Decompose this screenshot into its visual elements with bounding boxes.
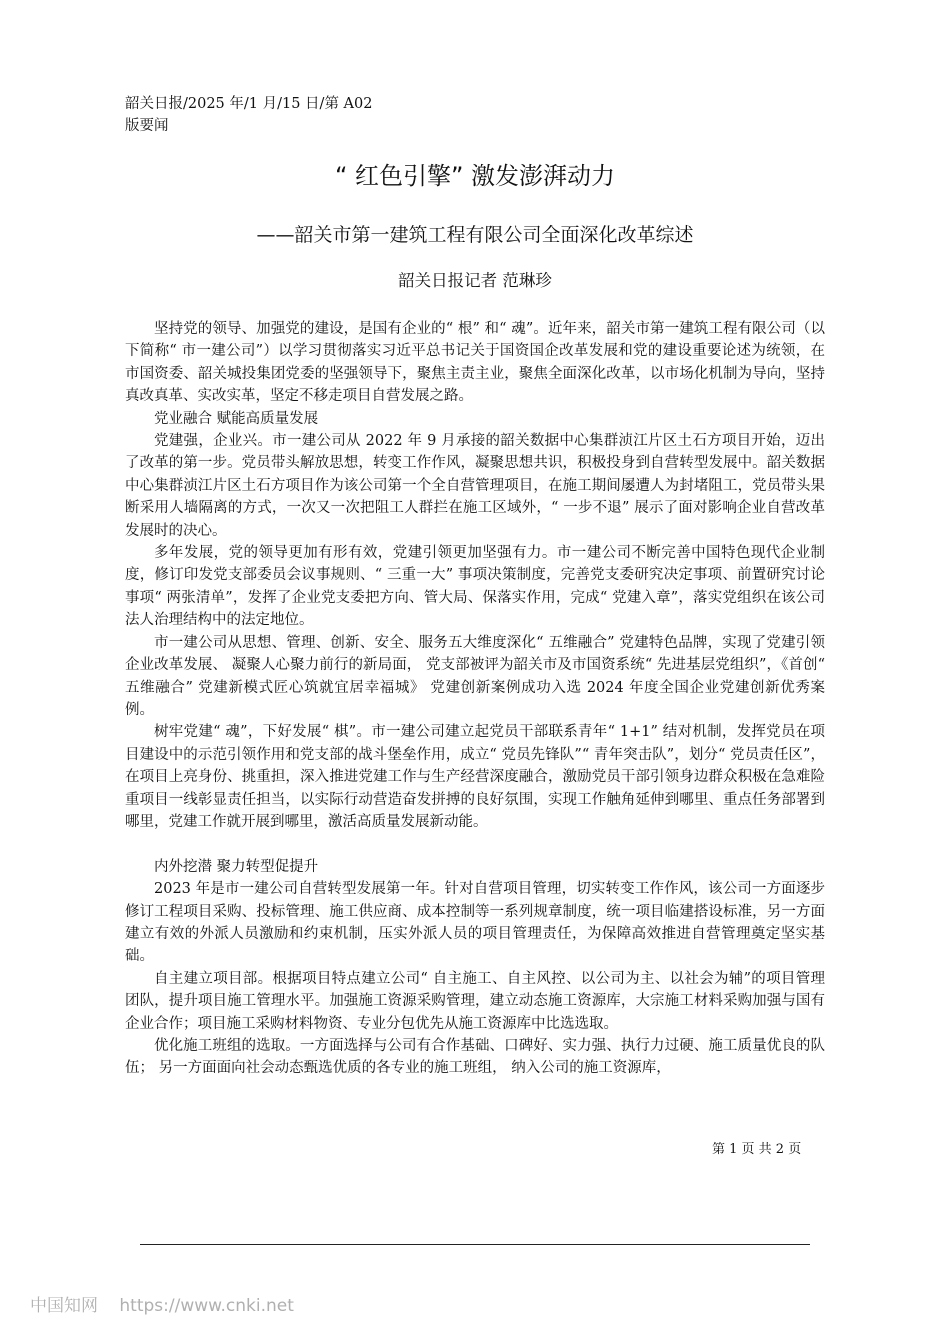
- watermark-brand: 中国知网: [30, 1296, 98, 1316]
- cnki-watermark: [30, 1293, 294, 1319]
- spacer: [125, 833, 825, 855]
- footer-divider: [140, 1244, 810, 1245]
- source-info: [125, 93, 372, 137]
- article-byline: 韶关日报记者 范琳珍: [398, 271, 552, 290]
- section-heading: 党业融合 赋能高质量发展: [154, 410, 319, 427]
- paragraph: 多年发展，党的领导更加有形有效，党建引领更加坚强有力。市一建公司不断完善中国特色现代企业制度，修订印发党支部委员会议事规则、“ 三重一大” 事项决策制度，完善党支委研究决定事项、前置研究讨论事项“ 两张清单”，发挥了企业党支委把方向、管大局、保落实作用，完成“ 党建入章”，落实党组织在该公司法人治理结构中的法定地位。: [125, 545, 825, 629]
- paragraph: 2023 年是市一建公司自营转型发展第一年。针对自营项目管理，切实转变工作作风，该公司一方面逐步修订工程项目采购、投标管理、施工供应商、成本控制等一系列规章制度，统一项目临建搭设标准，另一方面建立有效的外派人员激励和约束机制，压实外派人员的项目管理责任，为保障高效推进自营管理奠定坚实基础。: [125, 881, 825, 965]
- paragraph: 自主建立项目部。根据项目特点建立公司“ 自主施工、自主风控、以公司为主、以社会为辅”的项目管理团队，提升项目施工管理水平。加强施工资源采购管理，建立动态施工资源库，大宗施工材料采购加强与国有企业合作；项目施工采购材料物资、专业分包优先从施工资源库中比选选取。: [125, 970, 825, 1032]
- section-heading: 内外挖潜 聚力转型促提升: [154, 858, 319, 875]
- article-title: “ 红色引擎” 激发澎湃动力: [334, 162, 616, 190]
- section-label: 版要闻: [125, 118, 169, 134]
- paragraph: 优化施工班组的选取。一方面选择与公司有合作基础、口碑好、实力强、执行力过硬、施工质量优良的队伍； 另一方面面向社会动态甄选优质的各专业的施工班组， 纳入公司的施工资源库，: [125, 1037, 825, 1077]
- source-line: 韶关日报/2025 年/1 月/15 日/第 A02: [125, 96, 373, 112]
- article-body: [125, 318, 825, 1080]
- watermark-url[interactable]: https://www.cnki.net: [119, 1296, 294, 1316]
- paragraph: 坚持党的领导、加强党的建设，是国有企业的“ 根” 和“ 魂”。近年来，韶关市第一建筑工程有限公司（以下简称“ 市一建公司”）以学习贯彻落实习近平总书记关于国资国企改革发展和党的建设重要论述为统领，在市国资委、韶关城投集团党委的坚强领导下，聚焦主责主业，聚焦全面深化改革，以市场化机制为导向，坚持真改真革、实改实革，坚定不移走项目自营发展之路。: [125, 321, 825, 405]
- paragraph: 党建强，企业兴。市一建公司从 2022 年 9 月承接的韶关数据中心集群浈江片区土石方项目开始，迈出了改革的第一步。党员带头解放思想，转变工作作风，凝聚思想共识，积极投身到自营转型发展中。韶关数据中心集群浈江片区土石方项目作为该公司第一个全自营管理项目，在施工期间屡遭人为封堵阻工，党员带头果断采用人墙隔离的方式，一次又一次把阻工人群拦在施工区域外，“ 一步不退” 展示了面对影响企业自营改革发展时的决心。: [125, 433, 825, 539]
- page-indicator: 第 1 页 共 2 页: [712, 1142, 802, 1157]
- paragraph: 树牢党建“ 魂”，下好发展“ 棋”。市一建公司建立起党员干部联系青年“ 1+1” 结对机制，发挥党员在项目建设中的示范引领作用和党支部的战斗堡垒作用，成立“ 党员先锋队”“ 青年突击队”，划分“ 党员责任区”，在项目上亮身份、挑重担，深入推进党建工作与生产经营深度融合，激励党员干部引领身边群众积极在急难险重项目一线彰显责任担当，以实际行动营造奋发拼搏的良好氛围，实现工作触角延伸到哪里、重点任务部署到哪里，党建工作就开展到哪里，激活高质量发展新动能。: [125, 724, 825, 830]
- article-subtitle: ——韶关市第一建筑工程有限公司全面深化改革综述: [256, 224, 694, 246]
- paragraph: 市一建公司从思想、管理、创新、安全、服务五大维度深化“ 五维融合” 党建特色品牌，实现了党建引领企业改革发展、 凝聚人心聚力前行的新局面， 党支部被评为韶关市及市国资系统“ 先进基层党组织”，《首创“ 五维融合” 党建新模式匠心筑就宜居幸福城》 党建创新案例成功入选 2024 年度全国企业党建创新优秀案例。: [125, 634, 825, 718]
